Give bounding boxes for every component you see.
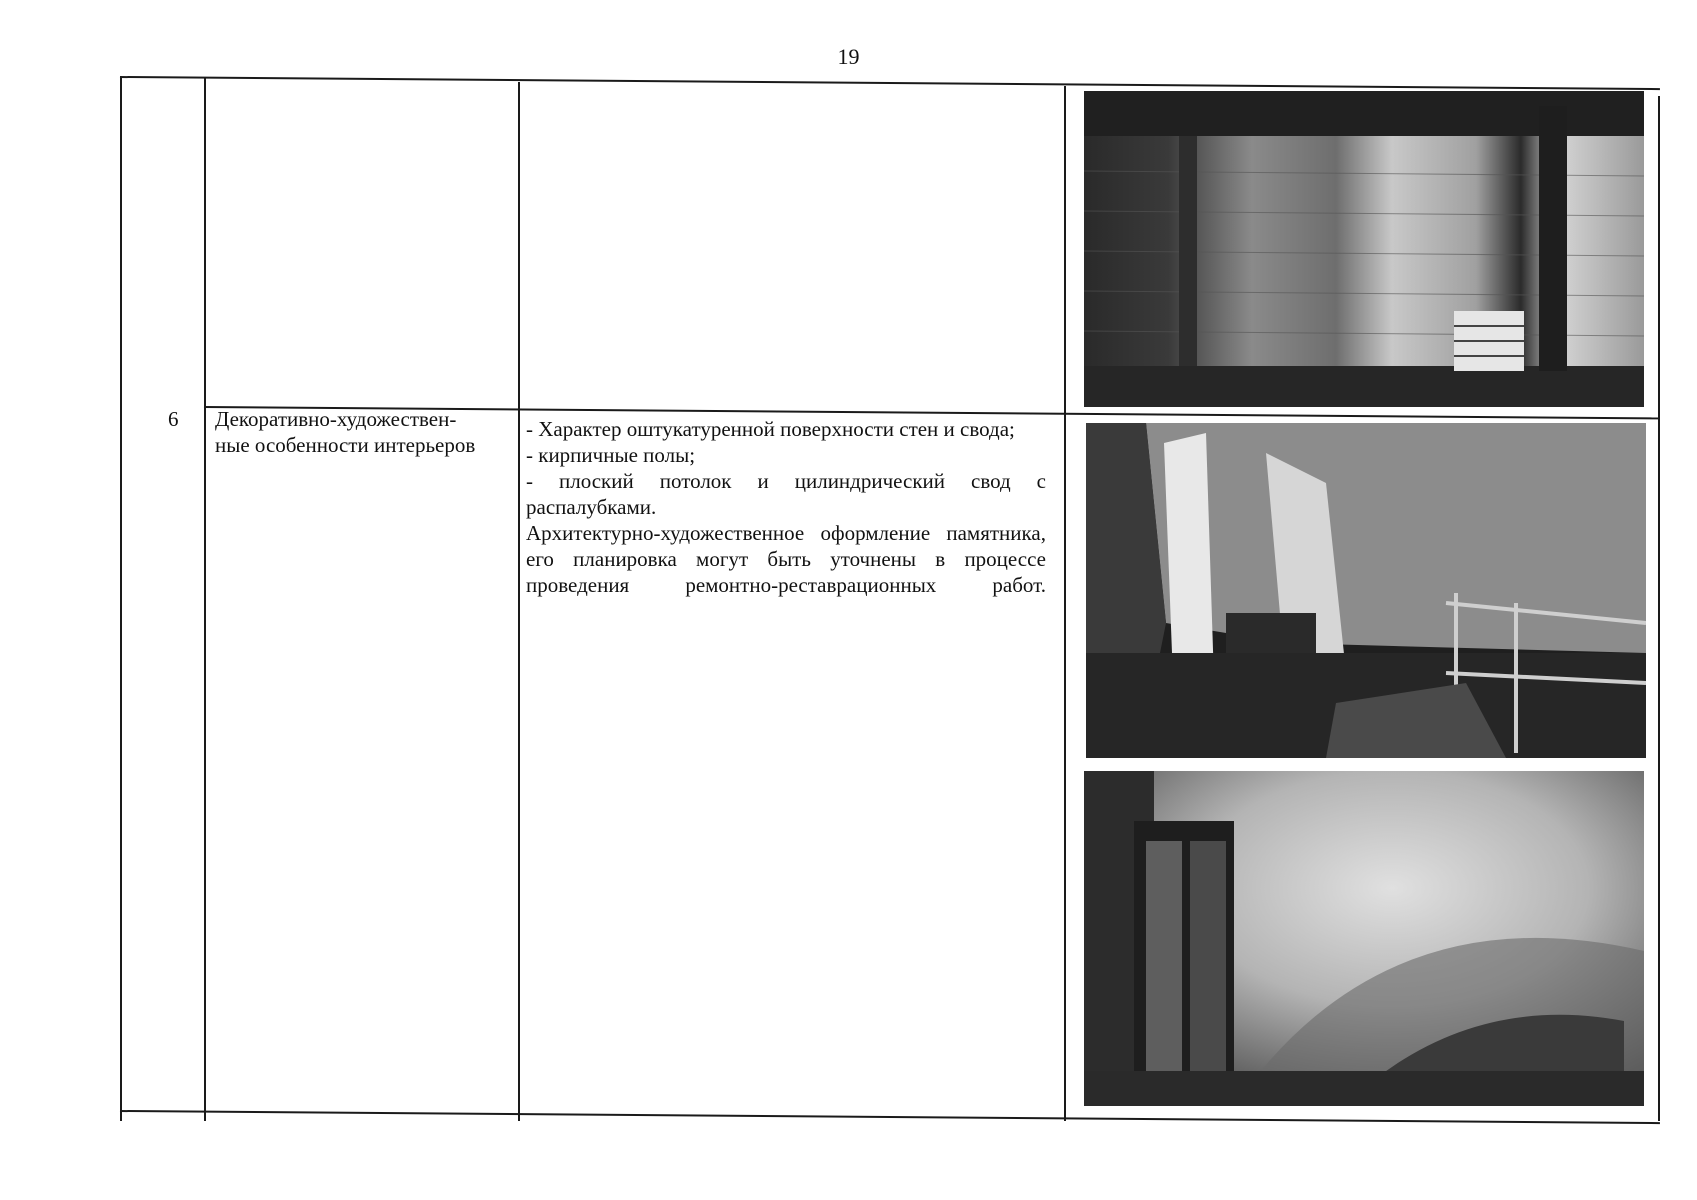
desc-item-ceiling-vault: - плоский потолок и цилиндрический свод с распалубками. bbox=[526, 469, 1046, 519]
photo-interior bbox=[1086, 423, 1646, 758]
row-description bbox=[526, 416, 1046, 598]
table-col-divider-3 bbox=[1064, 86, 1066, 1121]
desc-item-brick-floors: - кирпичные полы; bbox=[526, 443, 696, 467]
table-border-top bbox=[120, 76, 1660, 90]
photo-wall bbox=[1084, 91, 1644, 407]
table-col-divider-2 bbox=[518, 82, 520, 1121]
table-border-left bbox=[120, 76, 122, 1121]
table-border-right bbox=[1658, 96, 1660, 1121]
desc-item-plaster: - Характер оштукатуренной поверхности стен и свода; bbox=[526, 417, 1015, 441]
desc-note: Архитектурно-художественное оформление памятника, его планировка могут быть уточнены в процессе проведения ремонтно-реставрационных работ. bbox=[526, 521, 1046, 597]
document-table bbox=[120, 76, 1660, 1121]
photo-vault bbox=[1084, 771, 1644, 1106]
row-title-line-1: Декоративно-художествен- bbox=[215, 407, 457, 431]
table-border-bottom bbox=[120, 1110, 1660, 1124]
page-number: 19 bbox=[837, 44, 860, 69]
table-col-divider-1 bbox=[204, 78, 206, 1121]
row-number: 6 bbox=[168, 407, 179, 431]
row-title bbox=[215, 406, 525, 458]
row-title-line-2: ные особенности интерьеров bbox=[215, 433, 476, 457]
